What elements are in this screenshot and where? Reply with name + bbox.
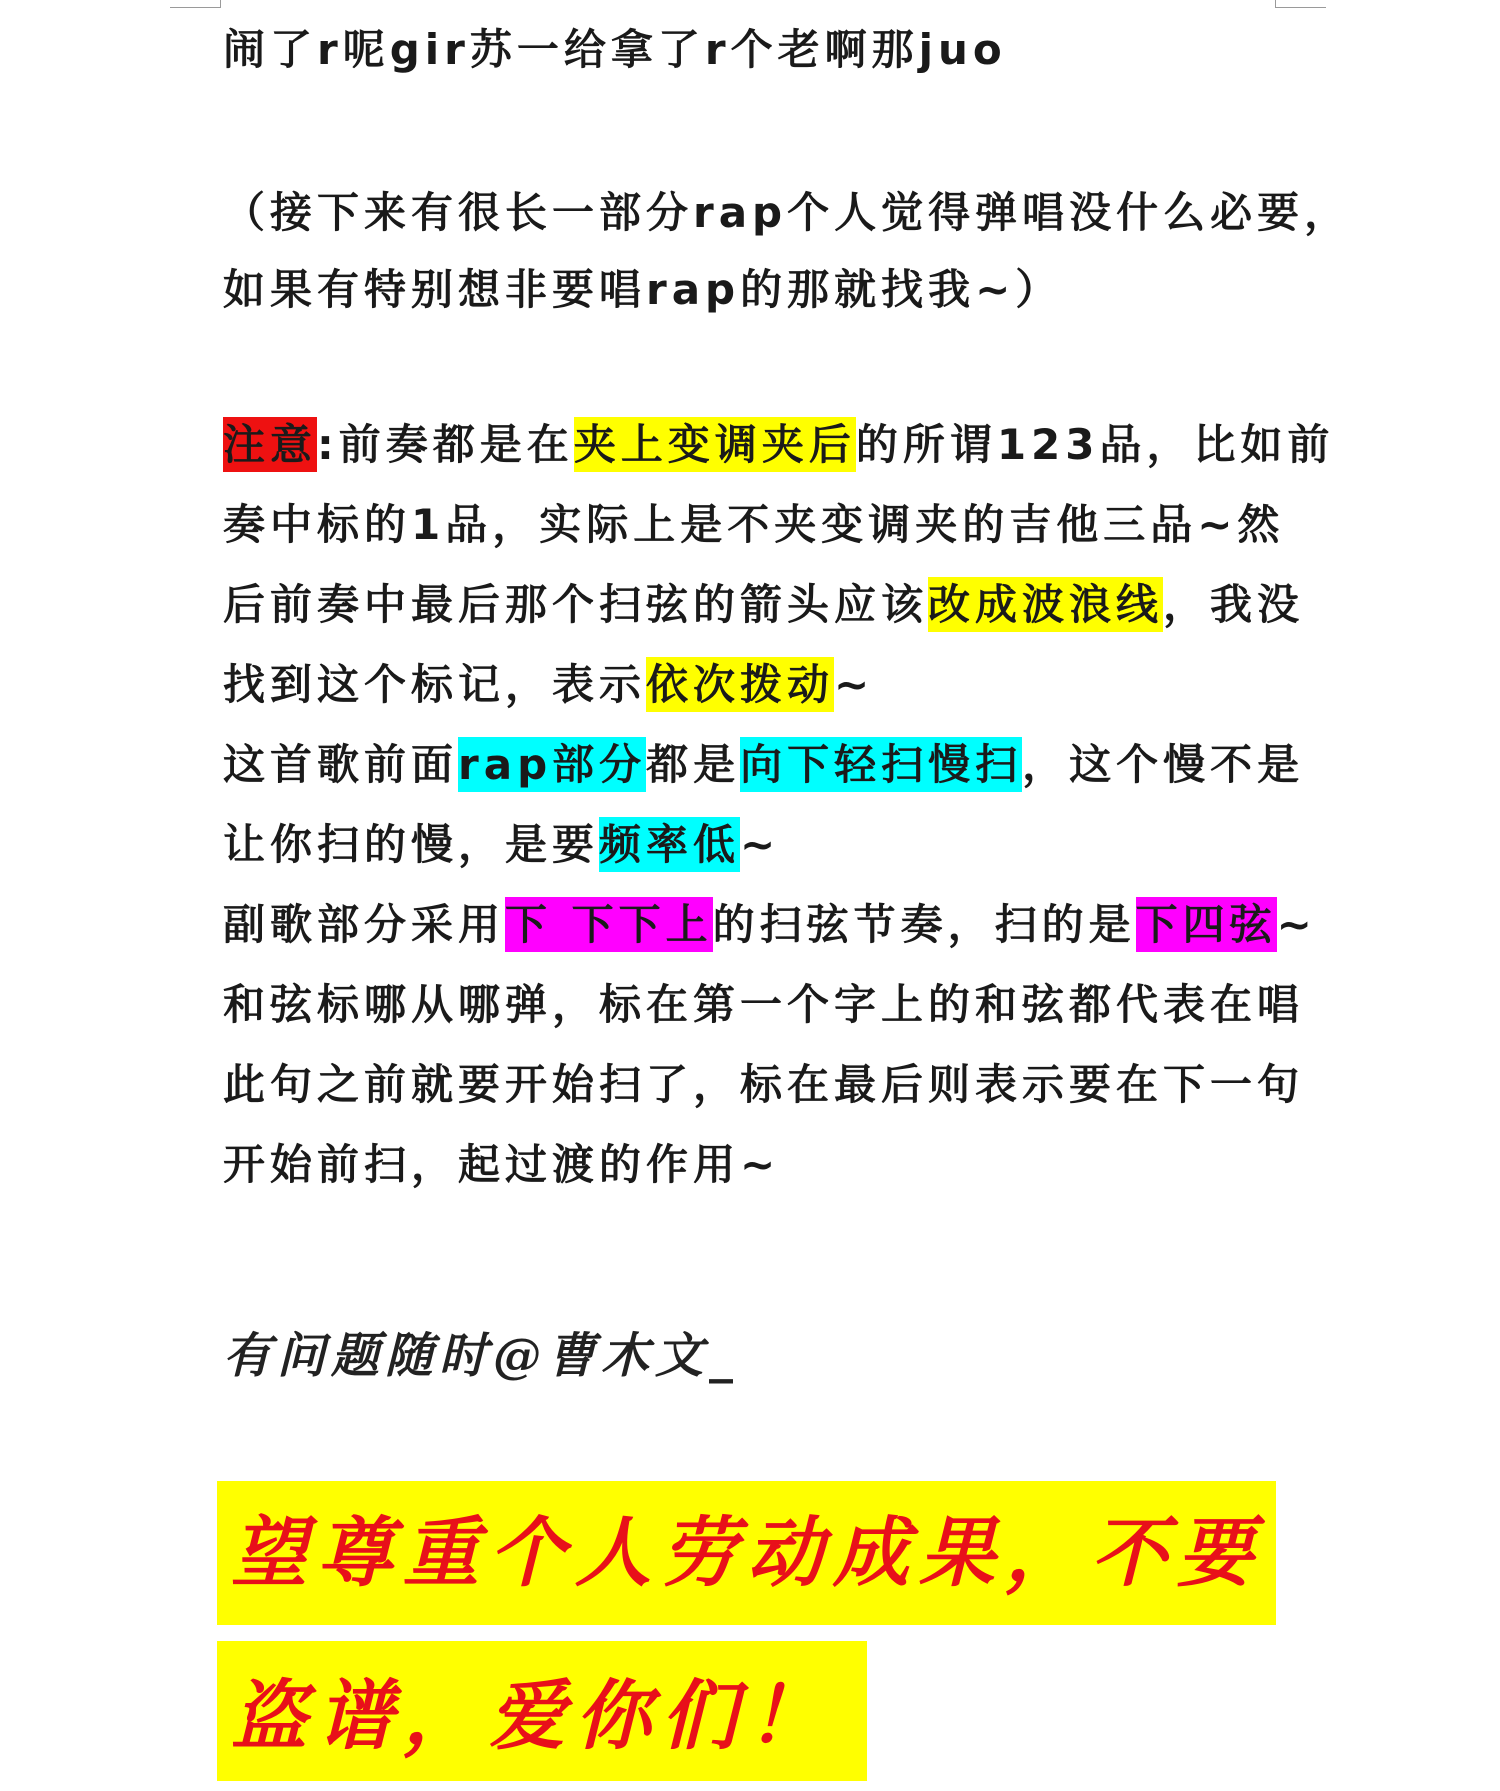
chord-note-line-2: 此句之前就要开始扫了，标在最后则表示要在下一句	[223, 1060, 1305, 1109]
chord-note-line-1: 和弦标哪从哪弹，标在第一个字上的和弦都代表在唱	[223, 980, 1305, 1029]
note-text: 后前奏中最后那个扫弦的箭头应该	[223, 580, 929, 629]
chorus-rhythm-line	[223, 897, 1317, 953]
rap-note-line-2: 如果有特别想非要唱rap的那就找我~）	[223, 265, 1063, 314]
note-text: 找到这个标记，表示	[223, 660, 647, 709]
note-text: :前奏都是在	[317, 420, 574, 469]
lyric-line: 闹了r呢gir苏一给拿了r个老啊那juo	[223, 25, 1007, 74]
page-corner-marker-right	[1275, 0, 1326, 8]
note-text: ~	[740, 820, 781, 869]
capo-note-line-4	[223, 657, 874, 713]
note-text: 让你扫的慢，是要	[223, 820, 600, 869]
note-text: ，这个慢不是	[1022, 740, 1305, 789]
highlight-low-frequency: 频率低	[599, 817, 740, 872]
capo-note-line-1	[223, 417, 1335, 473]
highlight-lower-four-strings: 下四弦	[1136, 897, 1277, 952]
note-text: ，我没	[1163, 580, 1305, 629]
page-corner-marker-left	[170, 0, 221, 8]
rap-note-line-1: （接下来有很长一部分rap个人觉得弹唱没什么必要，	[223, 188, 1352, 237]
attention-label: 注意	[223, 417, 317, 472]
highlight-arpeggio: 依次拨动	[646, 657, 834, 712]
highlight-capo: 夹上变调夹后	[574, 417, 856, 472]
note-text: 的扫弦节奏，扫的是	[712, 900, 1136, 949]
highlight-strum-pattern: 下 下下上	[505, 897, 713, 952]
note-text: ~	[1276, 900, 1317, 949]
note-text: 的所谓123品，比如前	[855, 420, 1335, 469]
highlight-rap-part: rap部分	[458, 737, 646, 792]
rap-strum-line-2	[223, 817, 780, 873]
capo-note-line-3	[223, 577, 1304, 633]
note-text: 这首歌前面	[223, 740, 459, 789]
respect-banner-line-1: 望尊重个人劳动成果，不要	[217, 1481, 1276, 1625]
capo-note-line-2: 奏中标的1品，实际上是不夹变调夹的吉他三品~然	[223, 500, 1285, 549]
contact-signature: 有问题随时@曹木文_	[223, 1328, 740, 1384]
note-text: 副歌部分采用	[223, 900, 506, 949]
respect-banner-line-2: 盗谱，爱你们！	[217, 1641, 867, 1781]
chord-note-line-3: 开始前扫，起过渡的作用~	[223, 1140, 781, 1189]
rap-strum-line-1	[223, 737, 1304, 793]
highlight-wavy-line: 改成波浪线	[928, 577, 1163, 632]
note-text: ~	[834, 660, 875, 709]
highlight-light-strum: 向下轻扫慢扫	[740, 737, 1022, 792]
note-text: 都是	[646, 740, 741, 789]
